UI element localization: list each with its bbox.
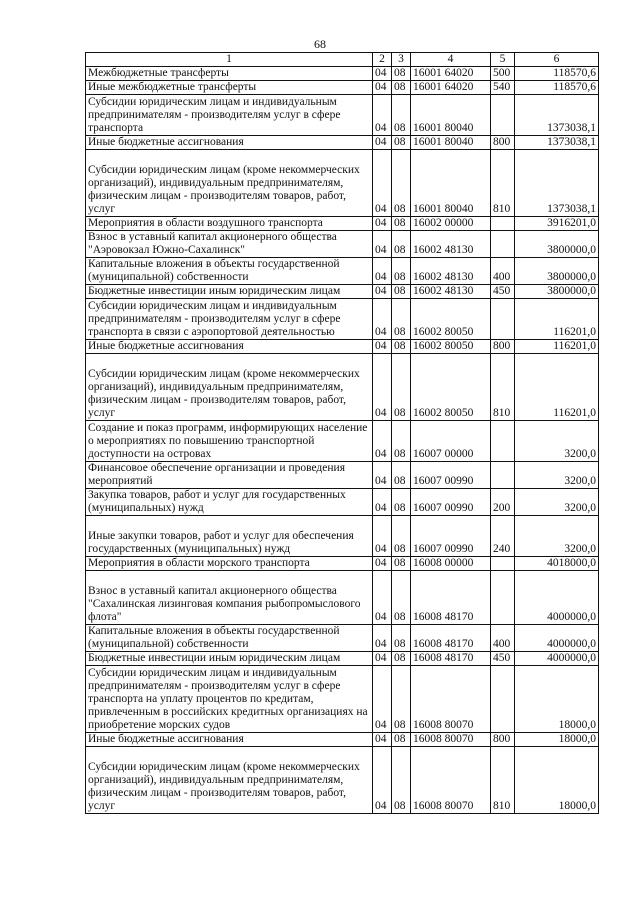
expense-type-code: 800	[491, 340, 515, 354]
section-code: 04	[373, 217, 392, 231]
page-number: 68	[314, 37, 326, 51]
target-article-code: 16008 80070	[411, 733, 491, 747]
subsection-code: 08	[392, 95, 411, 136]
target-article-code: 16002 80050	[411, 299, 491, 340]
amount: 18000,0	[515, 666, 599, 733]
item-name: Иные бюджетные ассигнования	[86, 136, 373, 150]
section-code: 04	[373, 666, 392, 733]
target-article-code: 16007 00990	[411, 462, 491, 489]
section-code: 04	[373, 285, 392, 299]
table-header-row	[86, 53, 599, 67]
table-row	[86, 747, 599, 814]
subsection-code: 08	[392, 421, 411, 462]
item-name: Субсидии юридическим лицам (кроме некоммерческих организаций), индивидуальным предпринимателям, физическим лицам - производителям товаров, работ, услуг	[86, 354, 373, 421]
section-code: 04	[373, 299, 392, 340]
table-row	[86, 231, 599, 258]
target-article-code: 16001 80040	[411, 95, 491, 136]
target-article-code: 16007 00000	[411, 421, 491, 462]
expense-type-code	[491, 666, 515, 733]
section-code: 04	[373, 136, 392, 150]
expense-type-code: 810	[491, 150, 515, 217]
target-article-code: 16002 80050	[411, 354, 491, 421]
amount: 116201,0	[515, 340, 599, 354]
target-article-code: 16008 80070	[411, 747, 491, 814]
table-row	[86, 81, 599, 95]
target-article-code: 16001 80040	[411, 150, 491, 217]
subsection-code: 08	[392, 231, 411, 258]
expense-type-code: 800	[491, 733, 515, 747]
item-name: Бюджетные инвестиции иным юридическим лицам	[86, 285, 373, 299]
table-row	[86, 489, 599, 516]
target-article-code: 16008 48170	[411, 571, 491, 625]
amount: 3200,0	[515, 421, 599, 462]
table-row	[86, 516, 599, 557]
table-row	[86, 733, 599, 747]
section-code: 04	[373, 258, 392, 285]
expense-type-code: 810	[491, 747, 515, 814]
subsection-code: 08	[392, 340, 411, 354]
table-row	[86, 666, 599, 733]
amount: 18000,0	[515, 733, 599, 747]
expense-type-code: 450	[491, 285, 515, 299]
expense-type-code	[491, 217, 515, 231]
expense-type-code	[491, 557, 515, 571]
table-row	[86, 150, 599, 217]
amount: 3200,0	[515, 489, 599, 516]
subsection-code: 08	[392, 136, 411, 150]
amount: 118570,6	[515, 81, 599, 95]
table-row	[86, 299, 599, 340]
amount: 3800000,0	[515, 258, 599, 285]
amount: 4000000,0	[515, 652, 599, 666]
item-name: Субсидии юридическим лицам и индивидуальным предпринимателям - производителям услуг в сфере транспорта	[86, 95, 373, 136]
table-row	[86, 625, 599, 652]
expense-type-code: 540	[491, 81, 515, 95]
section-code: 04	[373, 67, 392, 81]
amount: 1373038,1	[515, 136, 599, 150]
amount: 3200,0	[515, 462, 599, 489]
subsection-code: 08	[392, 652, 411, 666]
expense-type-code: 450	[491, 652, 515, 666]
table-row	[86, 571, 599, 625]
expense-type-code	[491, 462, 515, 489]
item-name: Мероприятия в области морского транспорта	[86, 557, 373, 571]
section-code: 04	[373, 95, 392, 136]
subsection-code: 08	[392, 81, 411, 95]
subsection-code: 08	[392, 285, 411, 299]
item-name: Иные закупки товаров, работ и услуг для обеспечения государственных (муниципальных) нужд	[86, 516, 373, 557]
expense-type-code: 400	[491, 625, 515, 652]
item-name: Иные бюджетные ассигнования	[86, 733, 373, 747]
item-name: Субсидии юридическим лицам (кроме некоммерческих организаций), индивидуальным предпринимателям, физическим лицам - производителям товаров, работ, услуг	[86, 747, 373, 814]
target-article-code: 16007 00990	[411, 516, 491, 557]
table-row	[86, 340, 599, 354]
expense-type-code	[491, 231, 515, 258]
expense-type-code	[491, 95, 515, 136]
target-article-code: 16008 48170	[411, 652, 491, 666]
subsection-code: 08	[392, 516, 411, 557]
section-code: 04	[373, 340, 392, 354]
item-name: Закупка товаров, работ и услуг для государственных (муниципальных) нужд	[86, 489, 373, 516]
item-name: Субсидии юридическим лицам и индивидуальным предпринимателям - производителям услуг в сфере транспорта в связи с аэропортовой деятельностью	[86, 299, 373, 340]
subsection-code: 08	[392, 747, 411, 814]
item-name: Субсидии юридическим лицам (кроме некоммерческих организаций), индивидуальным предпринимателям, физическим лицам - производителям товаров, работ, услуг	[86, 150, 373, 217]
table-row	[86, 354, 599, 421]
section-code: 04	[373, 557, 392, 571]
item-name: Капитальные вложения в объекты государственной (муниципальной) собственности	[86, 258, 373, 285]
item-name: Бюджетные инвестиции иным юридическим лицам	[86, 652, 373, 666]
section-code: 04	[373, 747, 392, 814]
subsection-code: 08	[392, 733, 411, 747]
amount: 18000,0	[515, 747, 599, 814]
target-article-code: 16008 80070	[411, 666, 491, 733]
section-code: 04	[373, 571, 392, 625]
column-header: 3	[392, 53, 411, 67]
item-name: Финансовое обеспечение организации и проведения мероприятий	[86, 462, 373, 489]
item-name: Иные бюджетные ассигнования	[86, 340, 373, 354]
subsection-code: 08	[392, 67, 411, 81]
subsection-code: 08	[392, 217, 411, 231]
section-code: 04	[373, 462, 392, 489]
section-code: 04	[373, 625, 392, 652]
target-article-code: 16001 64020	[411, 81, 491, 95]
subsection-code: 08	[392, 625, 411, 652]
table-row	[86, 258, 599, 285]
section-code: 04	[373, 231, 392, 258]
expense-type-code: 800	[491, 136, 515, 150]
table-row	[86, 95, 599, 136]
table-row	[86, 652, 599, 666]
target-article-code: 16007 00990	[411, 489, 491, 516]
table-row	[86, 67, 599, 81]
amount: 1373038,1	[515, 95, 599, 136]
subsection-code: 08	[392, 299, 411, 340]
expense-type-code: 200	[491, 489, 515, 516]
item-name: Взнос в уставный капитал акционерного общества "Аэровокзал Южно-Сахалинск"	[86, 231, 373, 258]
table-row	[86, 557, 599, 571]
expense-type-code: 500	[491, 67, 515, 81]
item-name: Иные межбюджетные трансферты	[86, 81, 373, 95]
table-row	[86, 285, 599, 299]
item-name: Межбюджетные трансферты	[86, 67, 373, 81]
target-article-code: 16002 48130	[411, 285, 491, 299]
target-article-code: 16002 48130	[411, 258, 491, 285]
table-row	[86, 217, 599, 231]
column-header: 4	[411, 53, 491, 67]
section-code: 04	[373, 516, 392, 557]
section-code: 04	[373, 81, 392, 95]
target-article-code: 16008 48170	[411, 625, 491, 652]
section-code: 04	[373, 421, 392, 462]
target-article-code: 16002 00000	[411, 217, 491, 231]
target-article-code: 16002 48130	[411, 231, 491, 258]
table-row	[86, 136, 599, 150]
subsection-code: 08	[392, 571, 411, 625]
subsection-code: 08	[392, 666, 411, 733]
section-code: 04	[373, 354, 392, 421]
item-name: Мероприятия в области воздушного транспорта	[86, 217, 373, 231]
table-row	[86, 421, 599, 462]
amount: 3916201,0	[515, 217, 599, 231]
amount: 4000000,0	[515, 625, 599, 652]
target-article-code: 16001 80040	[411, 136, 491, 150]
item-name: Взнос в уставный капитал акционерного общества "Сахалинская лизинговая компания рыбопромыслового флота"	[86, 571, 373, 625]
column-header: 1	[86, 53, 373, 67]
subsection-code: 08	[392, 258, 411, 285]
expense-type-code: 400	[491, 258, 515, 285]
expense-type-code	[491, 571, 515, 625]
target-article-code: 16008 00000	[411, 557, 491, 571]
budget-table	[85, 52, 599, 814]
section-code: 04	[373, 150, 392, 217]
subsection-code: 08	[392, 557, 411, 571]
amount: 116201,0	[515, 354, 599, 421]
amount: 118570,6	[515, 67, 599, 81]
expense-type-code	[491, 299, 515, 340]
section-code: 04	[373, 652, 392, 666]
subsection-code: 08	[392, 150, 411, 217]
subsection-code: 08	[392, 354, 411, 421]
subsection-code: 08	[392, 462, 411, 489]
item-name: Создание и показ программ, информирующих население о мероприятиях по повышению транспортной доступности на островах	[86, 421, 373, 462]
column-header: 6	[515, 53, 599, 67]
item-name: Капитальные вложения в объекты государственной (муниципальной) собственности	[86, 625, 373, 652]
column-header: 5	[491, 53, 515, 67]
amount: 3800000,0	[515, 231, 599, 258]
amount: 3800000,0	[515, 285, 599, 299]
expense-type-code: 810	[491, 354, 515, 421]
target-article-code: 16001 64020	[411, 67, 491, 81]
section-code: 04	[373, 489, 392, 516]
amount: 3200,0	[515, 516, 599, 557]
subsection-code: 08	[392, 489, 411, 516]
expense-type-code: 240	[491, 516, 515, 557]
target-article-code: 16002 80050	[411, 340, 491, 354]
item-name: Субсидии юридическим лицам и индивидуальным предпринимателям - производителям услуг в сфере транспорта на уплату процентов по кредитам, привлеченным в российских кредитных организациях на приобретение морских судов	[86, 666, 373, 733]
amount: 1373038,1	[515, 150, 599, 217]
amount: 4000000,0	[515, 571, 599, 625]
expense-type-code	[491, 421, 515, 462]
amount: 116201,0	[515, 299, 599, 340]
section-code: 04	[373, 733, 392, 747]
column-header: 2	[373, 53, 392, 67]
table-row	[86, 462, 599, 489]
amount: 4018000,0	[515, 557, 599, 571]
